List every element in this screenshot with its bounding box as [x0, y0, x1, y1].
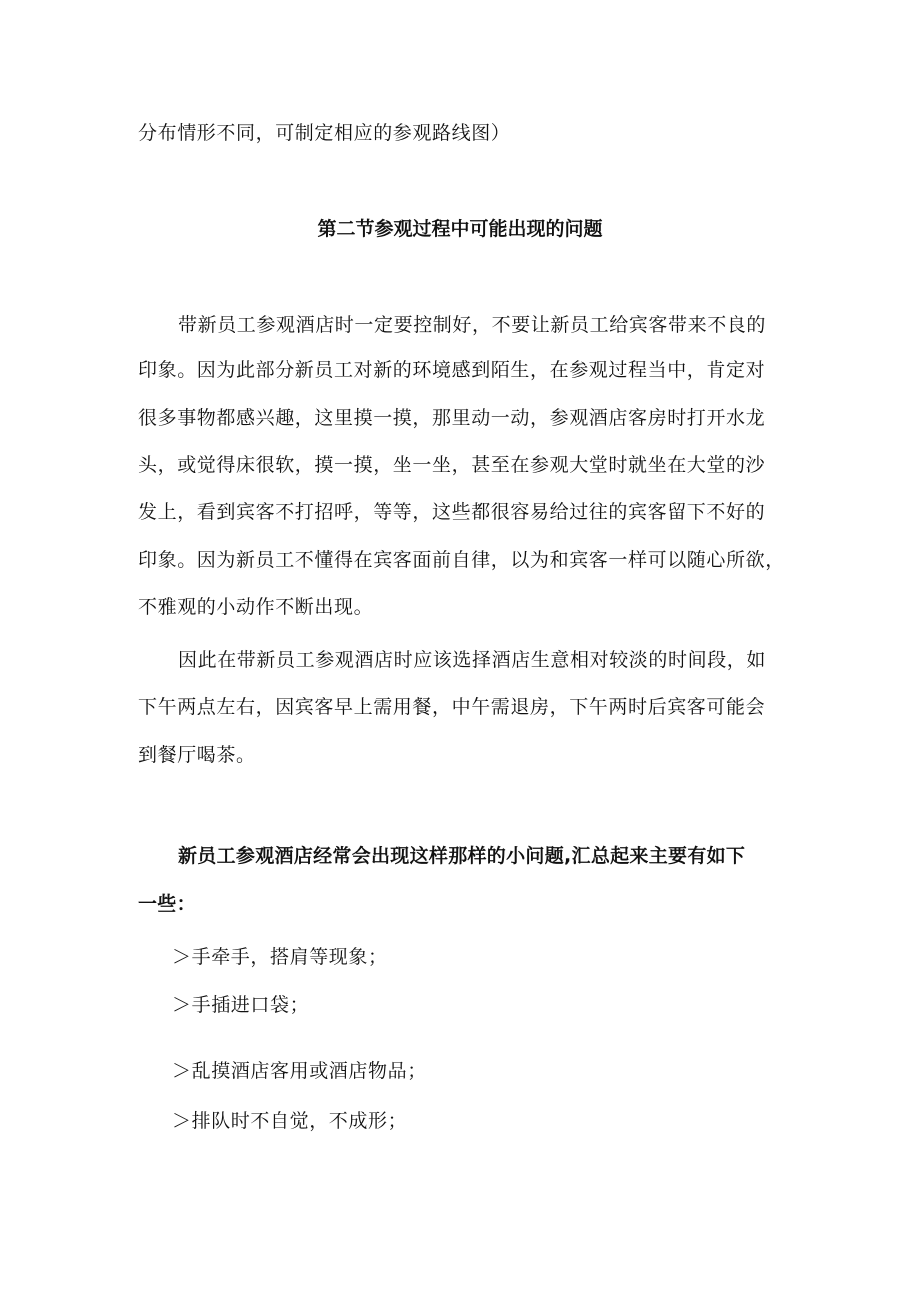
summary-line: 一些：: [138, 893, 196, 915]
paragraph-line: 因此在带新员工参观酒店时应该选择酒店生意相对较淡的时间段，如: [178, 649, 767, 671]
paragraph-line: 到餐厅喝茶。: [138, 744, 256, 766]
issue-list-item: ＞手插进口袋；: [172, 994, 310, 1016]
paragraph-line: 带新员工参观酒店时一定要控制好，不要让新员工给宾客带来不良的: [178, 314, 767, 336]
paragraph-line: 头，或觉得床很软，摸一摸，坐一坐，甚至在参观大堂时就坐在大堂的沙: [138, 454, 766, 476]
issue-list-item: ＞排队时不自觉，不成形；: [172, 1110, 408, 1132]
issue-list-item: ＞手牵手，搭肩等现象；: [172, 946, 388, 968]
paragraph-line: 很多事物都感兴趣，这里摸一摸，那里动一动，参观酒店客房时打开水龙: [138, 407, 766, 429]
issue-list-item: ＞乱摸酒店客用或酒店物品；: [172, 1060, 427, 1082]
summary-line: 新员工参观酒店经常会出现这样那样的小问题,汇总起来主要有如下: [178, 845, 746, 867]
paragraph-line: 印象。因为新员工不懂得在宾客面前自律，以为和宾客一样可以随心所欲，: [138, 549, 785, 571]
section-title: 第二节参观过程中可能出现的问题: [317, 218, 603, 240]
intro-tail-text: 分布情形不同，可制定相应的参观路线图）: [138, 122, 511, 144]
paragraph-line: 不雅观的小动作不断出现。: [138, 596, 374, 618]
paragraph-line: 印象。因为此部分新员工对新的环境感到陌生，在参观过程当中，肯定对: [138, 359, 766, 381]
paragraph-line: 发上，看到宾客不打招呼，等等，这些都很容易给过往的宾客留下不好的: [138, 501, 766, 523]
paragraph-line: 下午两点左右，因宾客早上需用餐，中午需退房，下午两时后宾客可能会: [138, 696, 766, 718]
